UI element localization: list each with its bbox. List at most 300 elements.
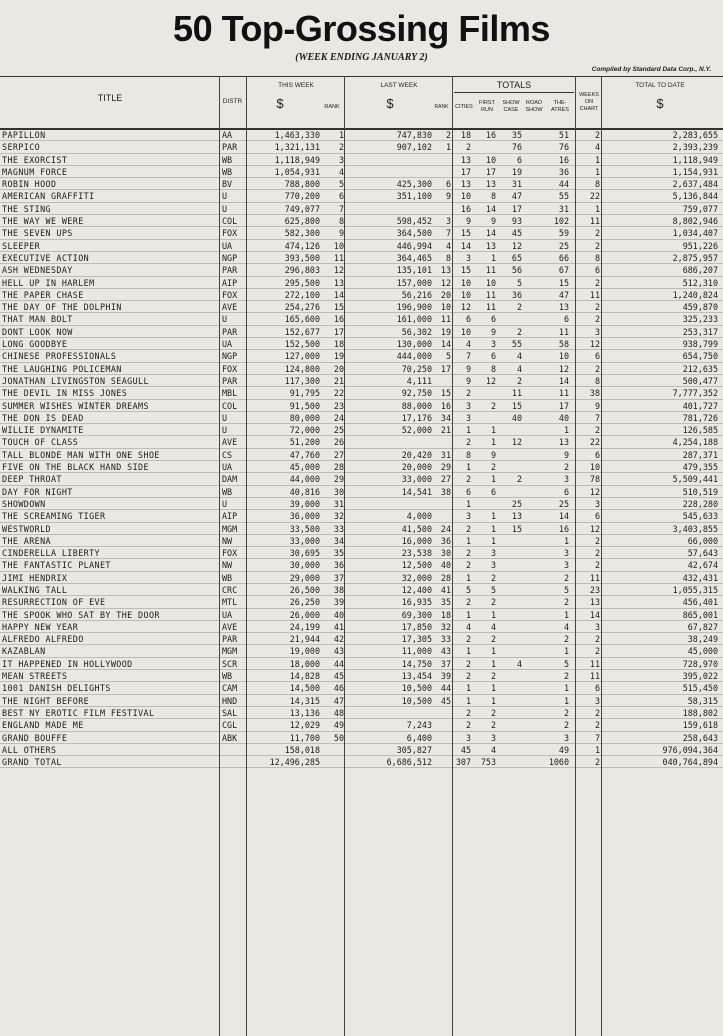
weeks-on-chart: 2 (594, 560, 600, 571)
this-week-gross: 158,018 (284, 744, 320, 755)
theatres-count: 3 (563, 732, 569, 743)
this-week-gross: 152,677 (284, 326, 320, 337)
showcase-count: 25 (511, 498, 522, 509)
cities-count: 3 (465, 400, 471, 411)
last-week-rank: 5 (445, 351, 451, 362)
this-week-rank: 32 (333, 511, 344, 522)
this-week-rank: 28 (333, 462, 344, 473)
showcase-count: 45 (511, 228, 522, 239)
this-week-rank: 33 (333, 523, 344, 534)
this-week-rank: 1 (338, 130, 344, 140)
first-run-count: 2 (490, 462, 496, 473)
weeks-on-chart: 22 (589, 437, 600, 448)
table-row (0, 596, 723, 608)
cities-count: 4 (465, 339, 471, 350)
header-first-run: FIRST RUN (479, 100, 495, 113)
film-title: THE EXORCIST (2, 154, 68, 165)
theatres-count: 17 (558, 400, 569, 411)
this-week-rank: 37 (333, 572, 344, 583)
total-to-date: 287,371 (682, 449, 718, 460)
header-road-show: ROAD SHOW (525, 100, 543, 113)
weeks-on-chart: 6 (594, 449, 600, 460)
film-title: THE SEVEN UPS (2, 228, 73, 239)
cities-count: 1 (465, 695, 471, 706)
first-run-count: 13 (485, 179, 496, 190)
total-to-date: 5,509,441 (672, 474, 718, 485)
first-run-count: 8 (490, 363, 496, 374)
total-to-date: 459,870 (682, 302, 718, 313)
distributor: U (222, 203, 228, 214)
total-to-date: 2,393,239 (672, 142, 718, 153)
distributor: AVE (222, 302, 238, 313)
film-title: TOUCH OF CLASS (2, 437, 79, 448)
this-week-gross: 12,029 (289, 720, 320, 731)
weeks-on-chart: 4 (594, 142, 600, 153)
this-week-rank: 10 (333, 240, 344, 251)
cities-count: 45 (460, 744, 471, 755)
film-title: HELL UP IN HARLEM (2, 277, 95, 288)
theatres-count: 25 (558, 240, 569, 251)
last-week-gross: 14,750 (401, 658, 432, 669)
last-week-gross: 161,000 (396, 314, 432, 325)
film-title: CINDERELLA LIBERTY (2, 548, 100, 559)
film-title: KAZABLAN (2, 646, 46, 657)
total-to-date: 188,802 (682, 707, 718, 718)
first-run-count: 2 (490, 707, 496, 718)
this-week-gross: 254,276 (284, 302, 320, 313)
last-week-gross: 364,465 (396, 252, 432, 263)
table-row (0, 363, 723, 375)
distributor: U (222, 314, 228, 325)
this-week-gross: 13,136 (289, 707, 320, 718)
total-to-date: 159,618 (682, 720, 718, 731)
total-to-date: 728,970 (682, 658, 718, 669)
weeks-on-chart: 12 (589, 486, 600, 497)
this-week-gross: 45,000 (289, 462, 320, 473)
total-to-date: 456,401 (682, 597, 718, 608)
showcase-count: 15 (511, 523, 522, 534)
weeks-on-chart: 11 (589, 671, 600, 682)
last-week-gross: 10,500 (401, 695, 432, 706)
table-row (0, 178, 723, 190)
table-row (0, 436, 723, 448)
distributor: U (222, 498, 228, 509)
distributor: PAR (222, 142, 238, 153)
first-run-count: 10 (485, 154, 496, 165)
first-run-count: 4 (490, 744, 496, 755)
total-to-date: 45,000 (687, 646, 718, 657)
total-to-date: 654,750 (682, 351, 718, 362)
total-to-date: 325,233 (682, 314, 718, 325)
showcase-count: 15 (511, 400, 522, 411)
table-row (0, 350, 723, 362)
distributor: AIP (222, 277, 238, 288)
last-week-rank: 13 (440, 265, 451, 276)
last-week-rank: 33 (440, 634, 451, 645)
cities-count: 1 (465, 609, 471, 620)
total-to-date: 1,118,949 (672, 154, 718, 165)
last-week-rank: 16 (440, 400, 451, 411)
showcase-count: 17 (511, 203, 522, 214)
total-to-date: 2,875,957 (672, 252, 718, 263)
total-to-date: 2,283,655 (672, 130, 718, 140)
first-run-count: 11 (485, 265, 496, 276)
last-week-gross: 598,452 (396, 216, 432, 227)
distributor: HND (222, 695, 238, 706)
table-row (0, 707, 723, 719)
last-week-gross: 32,000 (401, 572, 432, 583)
film-title: ROBIN HOOD (2, 179, 57, 190)
first-run-count: 1 (490, 658, 496, 669)
this-week-rank: 27 (333, 449, 344, 460)
table-row (0, 695, 723, 707)
this-week-gross: 14,828 (289, 671, 320, 682)
table-row (0, 166, 723, 178)
film-title: AMERICAN GRAFFITI (2, 191, 95, 202)
showcase-count: 2 (516, 474, 522, 485)
first-run-count: 3 (490, 339, 496, 350)
weeks-on-chart: 78 (589, 474, 600, 485)
film-title: SHOWDOWN (2, 498, 46, 509)
table-row (0, 240, 723, 252)
first-run-count: 6 (490, 351, 496, 362)
this-week-rank: 15 (333, 302, 344, 313)
last-week-gross: 747,830 (396, 130, 432, 140)
first-run-count: 1 (490, 523, 496, 534)
cities-count: 2 (465, 437, 471, 448)
theatres-count: 13 (558, 437, 569, 448)
distributor: PAR (222, 634, 238, 645)
table-row (0, 375, 723, 387)
table-row (0, 744, 723, 756)
this-week-gross: 1,463,330 (274, 130, 320, 140)
distributor: WB (222, 166, 233, 177)
last-week-rank: 14 (440, 339, 451, 350)
film-title: DEEP THROAT (2, 474, 62, 485)
total-to-date: 781,726 (682, 412, 718, 423)
this-week-gross: 152,500 (284, 339, 320, 350)
distributor: NGP (222, 252, 238, 263)
last-week-rank: 19 (440, 326, 451, 337)
table-row (0, 203, 723, 215)
theatres-count: 14 (558, 511, 569, 522)
distributor: U (222, 191, 228, 202)
theatres-count: 12 (558, 363, 569, 374)
last-week-gross: 364,500 (396, 228, 432, 239)
distributor: WB (222, 572, 233, 583)
this-week-gross: 117,300 (284, 375, 320, 386)
this-week-rank: 23 (333, 400, 344, 411)
film-title: THAT MAN BOLT (2, 314, 73, 325)
table-row (0, 215, 723, 227)
last-week-gross: 12,500 (401, 560, 432, 571)
theatres-count: 55 (558, 191, 569, 202)
distributor: NGP (222, 351, 238, 362)
this-week-gross: 393,500 (284, 252, 320, 263)
weeks-on-chart: 6 (594, 265, 600, 276)
last-week-rank: 45 (440, 695, 451, 706)
weeks-on-chart: 3 (594, 498, 600, 509)
this-week-rank: 30 (333, 486, 344, 497)
cities-count: 2 (465, 548, 471, 559)
total-to-date: 5,136,844 (672, 191, 718, 202)
showcase-count: 2 (516, 326, 522, 337)
this-week-gross: 91,500 (289, 400, 320, 411)
theatres-count: 1060 (548, 757, 569, 768)
cities-count: 3 (465, 732, 471, 743)
cities-count: 12 (460, 302, 471, 313)
table-row (0, 277, 723, 289)
last-week-rank: 36 (440, 535, 451, 546)
showcase-count: 35 (511, 130, 522, 140)
first-run-count: 2 (490, 572, 496, 583)
cities-count: 5 (465, 584, 471, 595)
table-row (0, 227, 723, 239)
last-week-gross: 33,000 (401, 474, 432, 485)
first-run-count: 2 (490, 720, 496, 731)
weeks-on-chart: 2 (594, 757, 600, 768)
this-week-rank: 17 (333, 326, 344, 337)
table-row (0, 732, 723, 744)
last-week-rank: 21 (440, 425, 451, 436)
last-week-rank: 37 (440, 658, 451, 669)
last-week-gross: 4,111 (406, 375, 432, 386)
table-row (0, 400, 723, 412)
first-run-count: 14 (485, 203, 496, 214)
total-to-date: 432,431 (682, 572, 718, 583)
film-title: THE DAY OF THE DOLPHIN (2, 302, 122, 313)
theatres-count: 102 (553, 216, 569, 227)
first-run-count: 16 (485, 130, 496, 140)
this-week-rank: 43 (333, 646, 344, 657)
cities-count: 10 (460, 191, 471, 202)
theatres-count: 10 (558, 351, 569, 362)
this-week-rank: 35 (333, 548, 344, 559)
theatres-count: 5 (563, 658, 569, 669)
showcase-count: 31 (511, 179, 522, 190)
showcase-count: 5 (516, 277, 522, 288)
weeks-on-chart: 8 (594, 179, 600, 190)
this-week-rank: 6 (338, 191, 344, 202)
cities-count: 1 (465, 572, 471, 583)
first-run-count: 6 (490, 314, 496, 325)
table-row (0, 141, 723, 153)
theatres-count: 1 (563, 683, 569, 694)
first-run-count: 2 (490, 597, 496, 608)
this-week-gross: 40,816 (289, 486, 320, 497)
total-to-date: 759,077 (682, 203, 718, 214)
this-week-rank: 21 (333, 375, 344, 386)
this-week-gross: 1,321,131 (274, 142, 320, 153)
last-week-gross: 10,500 (401, 683, 432, 694)
theatres-count: 6 (563, 314, 569, 325)
table-row (0, 609, 723, 621)
last-week-rank: 9 (445, 191, 451, 202)
header-this-week-dollar: $ (276, 96, 284, 111)
theatres-count: 16 (558, 154, 569, 165)
last-week-rank: 20 (440, 289, 451, 300)
total-to-date: 2,637,484 (672, 179, 718, 190)
first-run-count: 8 (490, 191, 496, 202)
table-row (0, 682, 723, 694)
cities-count: 18 (460, 130, 471, 140)
last-week-rank: 28 (440, 572, 451, 583)
cities-count: 2 (465, 658, 471, 669)
table-row (0, 645, 723, 657)
this-week-rank: 20 (333, 363, 344, 374)
weeks-on-chart: 2 (594, 363, 600, 374)
last-week-rank: 4 (445, 240, 451, 251)
film-title: MAGNUM FORCE (2, 166, 68, 177)
distributor: SAL (222, 707, 238, 718)
film-title: WESTWORLD (2, 523, 51, 534)
last-week-gross: 351,100 (396, 191, 432, 202)
distributor: U (222, 425, 228, 436)
distributor: WB (222, 154, 233, 165)
last-week-rank: 31 (440, 449, 451, 460)
total-to-date: 512,310 (682, 277, 718, 288)
first-run-count: 1 (490, 609, 496, 620)
last-week-gross: 92,750 (401, 388, 432, 399)
distributor: SCR (222, 658, 238, 669)
film-title: WALKING TALL (2, 584, 68, 595)
last-week-gross: 16,000 (401, 535, 432, 546)
film-title: JIMI HENDRIX (2, 572, 68, 583)
cities-count: 7 (465, 351, 471, 362)
cities-count: 9 (465, 375, 471, 386)
header-distr: DISTR (222, 98, 243, 105)
theatres-count: 1 (563, 535, 569, 546)
last-week-gross: 88,000 (401, 400, 432, 411)
film-title: GRAND TOTAL (2, 757, 62, 768)
header-this-week-rank: RANK (324, 104, 340, 110)
cities-count: 1 (465, 683, 471, 694)
last-week-rank: 2 (445, 130, 451, 140)
cities-count: 9 (465, 363, 471, 374)
theatres-count: 2 (563, 707, 569, 718)
theatres-count: 3 (563, 560, 569, 571)
last-week-gross: 196,900 (396, 302, 432, 313)
this-week-gross: 19,000 (289, 646, 320, 657)
header-theatres: THE- ATRES (551, 100, 569, 113)
theatres-count: 3 (563, 548, 569, 559)
this-week-gross: 11,700 (289, 732, 320, 743)
this-week-gross: 296,803 (284, 265, 320, 276)
theatres-count: 5 (563, 584, 569, 595)
this-week-gross: 30,695 (289, 548, 320, 559)
first-run-count: 6 (490, 486, 496, 497)
distributor: BV (222, 179, 233, 190)
this-week-rank: 24 (333, 412, 344, 423)
header-last-week: LAST WEEK (380, 82, 418, 89)
last-week-gross: 6,400 (406, 732, 432, 743)
cities-count: 2 (465, 523, 471, 534)
total-to-date: 253,317 (682, 326, 718, 337)
last-week-gross: 69,300 (401, 609, 432, 620)
distributor: COL (222, 216, 238, 227)
table-row (0, 412, 723, 424)
this-week-rank: 22 (333, 388, 344, 399)
distributor: MGM (222, 523, 238, 534)
this-week-gross: 72,000 (289, 425, 320, 436)
weeks-on-chart: 1 (594, 203, 600, 214)
theatres-count: 2 (563, 572, 569, 583)
this-week-gross: 26,500 (289, 584, 320, 595)
cities-count: 6 (465, 314, 471, 325)
total-to-date: 500,477 (682, 375, 718, 386)
weeks-on-chart: 11 (589, 289, 600, 300)
this-week-gross: 33,000 (289, 535, 320, 546)
theatres-count: 47 (558, 289, 569, 300)
distributor: UA (222, 462, 233, 473)
last-week-gross: 56,302 (401, 326, 432, 337)
last-week-gross: 305,827 (396, 744, 432, 755)
last-week-rank: 44 (440, 683, 451, 694)
total-to-date: 8,802,946 (672, 216, 718, 227)
theatres-count: 9 (563, 449, 569, 460)
last-week-gross: 20,420 (401, 449, 432, 460)
distributor: CAM (222, 683, 238, 694)
cities-count: 1 (465, 498, 471, 509)
film-title: HAPPY NEW YEAR (2, 621, 79, 632)
theatres-count: 25 (558, 498, 569, 509)
this-week-rank: 25 (333, 425, 344, 436)
film-title: THE NIGHT BEFORE (2, 695, 90, 706)
this-week-gross: 80,000 (289, 412, 320, 423)
this-week-rank: 5 (338, 179, 344, 190)
first-run-count: 11 (485, 302, 496, 313)
film-title: SLEEPER (2, 240, 41, 251)
distributor: FOX (222, 289, 238, 300)
last-week-gross: 12,400 (401, 584, 432, 595)
total-to-date: 395,022 (682, 671, 718, 682)
first-run-count: 1 (490, 511, 496, 522)
table-row (0, 301, 723, 313)
total-to-date: 976,094,364 (662, 744, 718, 755)
first-run-count: 1 (490, 695, 496, 706)
showcase-count: 56 (511, 265, 522, 276)
this-week-rank: 16 (333, 314, 344, 325)
this-week-rank: 50 (333, 732, 344, 743)
this-week-rank: 4 (338, 166, 344, 177)
weeks-on-chart: 2 (594, 548, 600, 559)
header-weeks-on-chart: WEEKS ON CHART (579, 92, 599, 112)
table-row (0, 719, 723, 731)
table-row (0, 535, 723, 547)
weeks-on-chart: 7 (594, 412, 600, 423)
last-week-rank: 41 (440, 584, 451, 595)
film-title: ALFREDO ALFREDO (2, 634, 84, 645)
total-to-date: 66,000 (687, 535, 718, 546)
header-top-rule (0, 76, 723, 77)
theatres-count: 49 (558, 744, 569, 755)
this-week-rank: 12 (333, 265, 344, 276)
film-title: ALL OTHERS (2, 744, 57, 755)
distributor: FOX (222, 548, 238, 559)
cities-count: 2 (465, 720, 471, 731)
this-week-rank: 31 (333, 498, 344, 509)
distributor: DAM (222, 474, 238, 485)
last-week-gross: 4,000 (406, 511, 432, 522)
total-to-date: 7,777,352 (672, 388, 718, 399)
table-row (0, 621, 723, 633)
this-week-gross: 124,800 (284, 363, 320, 374)
film-title: THE PAPER CHASE (2, 289, 84, 300)
this-week-gross: 26,000 (289, 609, 320, 620)
theatres-count: 6 (563, 486, 569, 497)
film-title: THE DEVIL IN MISS JONES (2, 388, 128, 399)
first-run-count: 1 (490, 646, 496, 657)
